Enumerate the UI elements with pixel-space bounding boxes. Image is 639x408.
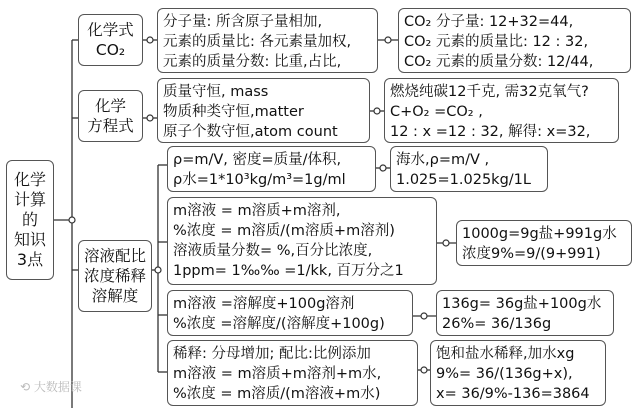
root-line: 的 xyxy=(21,210,38,229)
node-line: %浓度 =溶解度/(溶解度+100g) xyxy=(173,316,385,332)
branch-label-line: 浓度稀释 xyxy=(84,267,147,285)
root-line: 知识 xyxy=(13,230,46,249)
node-line: 稀释: 分母增加; 配比:比例添加 xyxy=(173,346,371,362)
branch-chemical-equation[interactable] xyxy=(78,90,143,142)
node-line: 元素的质量分数: 比重,占比, xyxy=(163,54,342,70)
root-line: 计算 xyxy=(13,190,46,209)
node-line: 1.025=1.025kg/1L xyxy=(396,172,531,188)
node-line: 136g= 36g盐+100g水 xyxy=(442,296,602,312)
node-seawater-density-example[interactable] xyxy=(390,146,548,192)
branch-label-line: 方程式 xyxy=(87,117,134,135)
node-molecular-weight-rules[interactable] xyxy=(157,8,378,73)
node-line: 12 : x =12 : 32, 解得: x=32, xyxy=(390,124,591,140)
node-density[interactable] xyxy=(167,146,376,192)
node-line: ρ=m/V, 密度=质量/体积, xyxy=(173,152,342,168)
node-line: %浓度 = m溶质/(m溶质+m溶剂) xyxy=(173,223,395,239)
node-line: %浓度 = m溶质/(m溶液+m水) xyxy=(173,386,381,402)
root-line: 3点 xyxy=(16,250,44,269)
node-line: m溶液 = m溶质+m溶剂, xyxy=(173,203,341,219)
node-line: ρ水=1*10³kg/m³=1g/ml xyxy=(173,172,346,188)
node-line: 分子量: 所含原子量相加, xyxy=(163,14,323,30)
node-line: C+O₂ =CO₂ , xyxy=(390,104,483,120)
node-line: CO₂ 分子量: 12+32=44, xyxy=(404,14,574,30)
root-topic[interactable] xyxy=(6,160,54,280)
watermark-icon: ⟲ xyxy=(20,380,31,394)
node-brine-dilution-example[interactable] xyxy=(430,340,606,406)
branch-label-line: 化学 xyxy=(94,97,126,115)
node-line: CO₂ 元素的质量比: 12 : 32, xyxy=(404,34,589,50)
root-line: 化学 xyxy=(13,170,46,189)
node-salt-solution-example[interactable] xyxy=(456,220,632,266)
node-dilution[interactable] xyxy=(167,340,418,406)
node-line: 燃烧纯碳12千克, 需32克氧气? xyxy=(390,84,589,100)
node-line: 质量守恒, mass xyxy=(163,84,269,100)
branch-label-line: CO₂ xyxy=(95,41,126,59)
node-line: CO₂ 元素的质量分数: 12/44, xyxy=(404,54,594,70)
branch-label-line: 化学式 xyxy=(87,21,134,39)
branch-chemical-formula[interactable] xyxy=(78,14,143,66)
watermark-text: 大数据课 xyxy=(33,380,82,394)
watermark xyxy=(20,378,82,395)
node-carbon-combustion-example[interactable] xyxy=(384,78,619,143)
node-line: 物质种类守恒,matter xyxy=(163,104,304,120)
node-line: 26%= 36/136g xyxy=(442,316,552,332)
node-solution-mass-fraction[interactable] xyxy=(167,197,437,285)
node-line: 饱和盐水稀释,加水xg xyxy=(436,346,575,362)
node-line: 溶液质量分数= %,百分比浓度, xyxy=(173,243,373,259)
node-line: 1ppm= 1‰‰ =1/kk, 百万分之1 xyxy=(173,263,404,279)
branch-label-line: 溶液配比 xyxy=(84,247,147,265)
node-line: 海水,ρ=m/V , xyxy=(396,152,490,168)
node-co2-example[interactable] xyxy=(398,8,631,73)
node-line: x= 36/9%-136=3864 xyxy=(436,386,590,402)
node-line: m溶液 = m溶质+m溶剂+m水, xyxy=(173,366,382,382)
node-line: 浓度9%=9/(9+991) xyxy=(462,246,601,262)
node-line: m溶液 =溶解度+100g溶剂 xyxy=(173,296,355,312)
node-line: 1000g=9g盐+991g水 xyxy=(462,226,617,242)
branch-label-line: 溶解度 xyxy=(91,287,139,305)
node-line: 原子个数守恒,atom count xyxy=(163,124,338,140)
node-line: 元素的质量比: 各元素量加权, xyxy=(163,34,352,50)
node-line: 9%= 36/(136g+x), xyxy=(436,366,573,382)
node-conservation-laws[interactable] xyxy=(157,78,370,143)
branch-solution-concentration[interactable] xyxy=(78,240,152,312)
node-saturated-brine-example[interactable] xyxy=(436,290,614,336)
node-solubility[interactable] xyxy=(167,290,413,336)
